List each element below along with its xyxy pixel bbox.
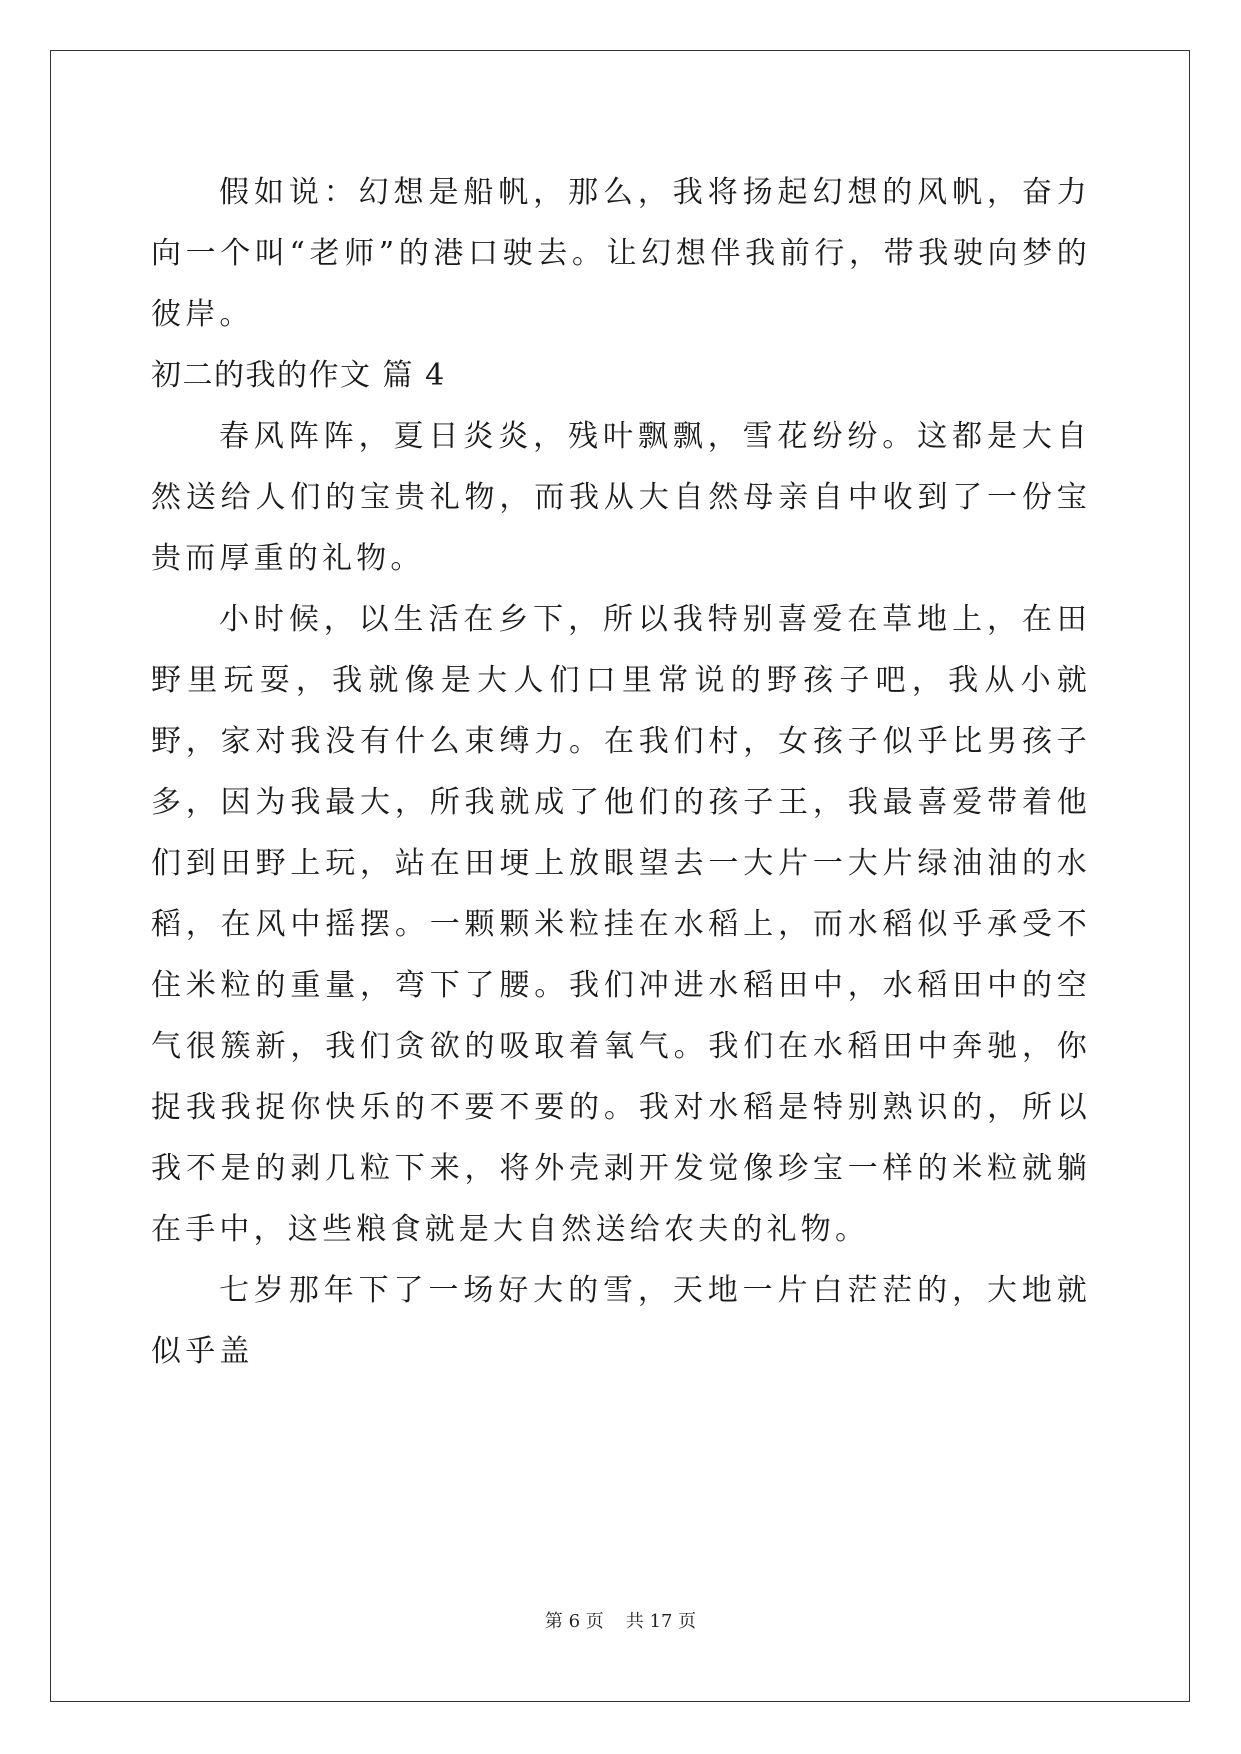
page-number: 第 6 页 — [544, 1611, 604, 1632]
page-footer — [0, 1607, 1241, 1633]
page-total: 共 17 页 — [625, 1611, 697, 1632]
document-body — [151, 162, 1091, 1382]
paragraph-childhood-fields: 小时候，以生活在乡下，所以我特别喜爱在草地上，在田野里玩耍，我就像是大人们口里常说的野孩子吧，我从小就野，家对我没有什么束缚力。在我们村，女孩子似乎比男孩子多，因为我最大，所我就成了他们的孩子王，我最喜爱带着他们到田野上玩，站在田埂上放眼望去一大片一大片绿油油的水稻，在风中摇摆。一颗颗米粒挂在水稻上，而水稻似乎承受不住米粒的重量，弯下了腰。我们冲进水稻田中，水稻田中的空气很簇新，我们贪欲的吸取着氧气。我们在水稻田中奔驰，你捉我我捉你快乐的不要不要的。我对水稻是特别熟识的，所以我不是的剥几粒下来，将外壳剥开发觉像珍宝一样的米粒就躺在手中，这些粮食就是大自然送给农夫的礼物。 — [151, 602, 1091, 1247]
paragraph-snow: 七岁那年下了一场好大的雪，天地一片白茫茫的，大地就似乎盖 — [151, 1273, 1091, 1369]
section-heading: 初二的我的作文 篇 4 — [151, 358, 446, 393]
paragraph-nature-gifts: 春风阵阵，夏日炎炎，残叶飘飘，雪花纷纷。这都是大自然送给人们的宝贵礼物，而我从大自然母亲自中收到了一份宝贵而厚重的礼物。 — [151, 419, 1091, 576]
paragraph-fantasy-sail: 假如说：幻想是船帆，那么，我将扬起幻想的风帆，奋力向一个叫“老师”的港口驶去。让幻想伴我前行，带我驶向梦的彼岸。 — [151, 175, 1091, 332]
